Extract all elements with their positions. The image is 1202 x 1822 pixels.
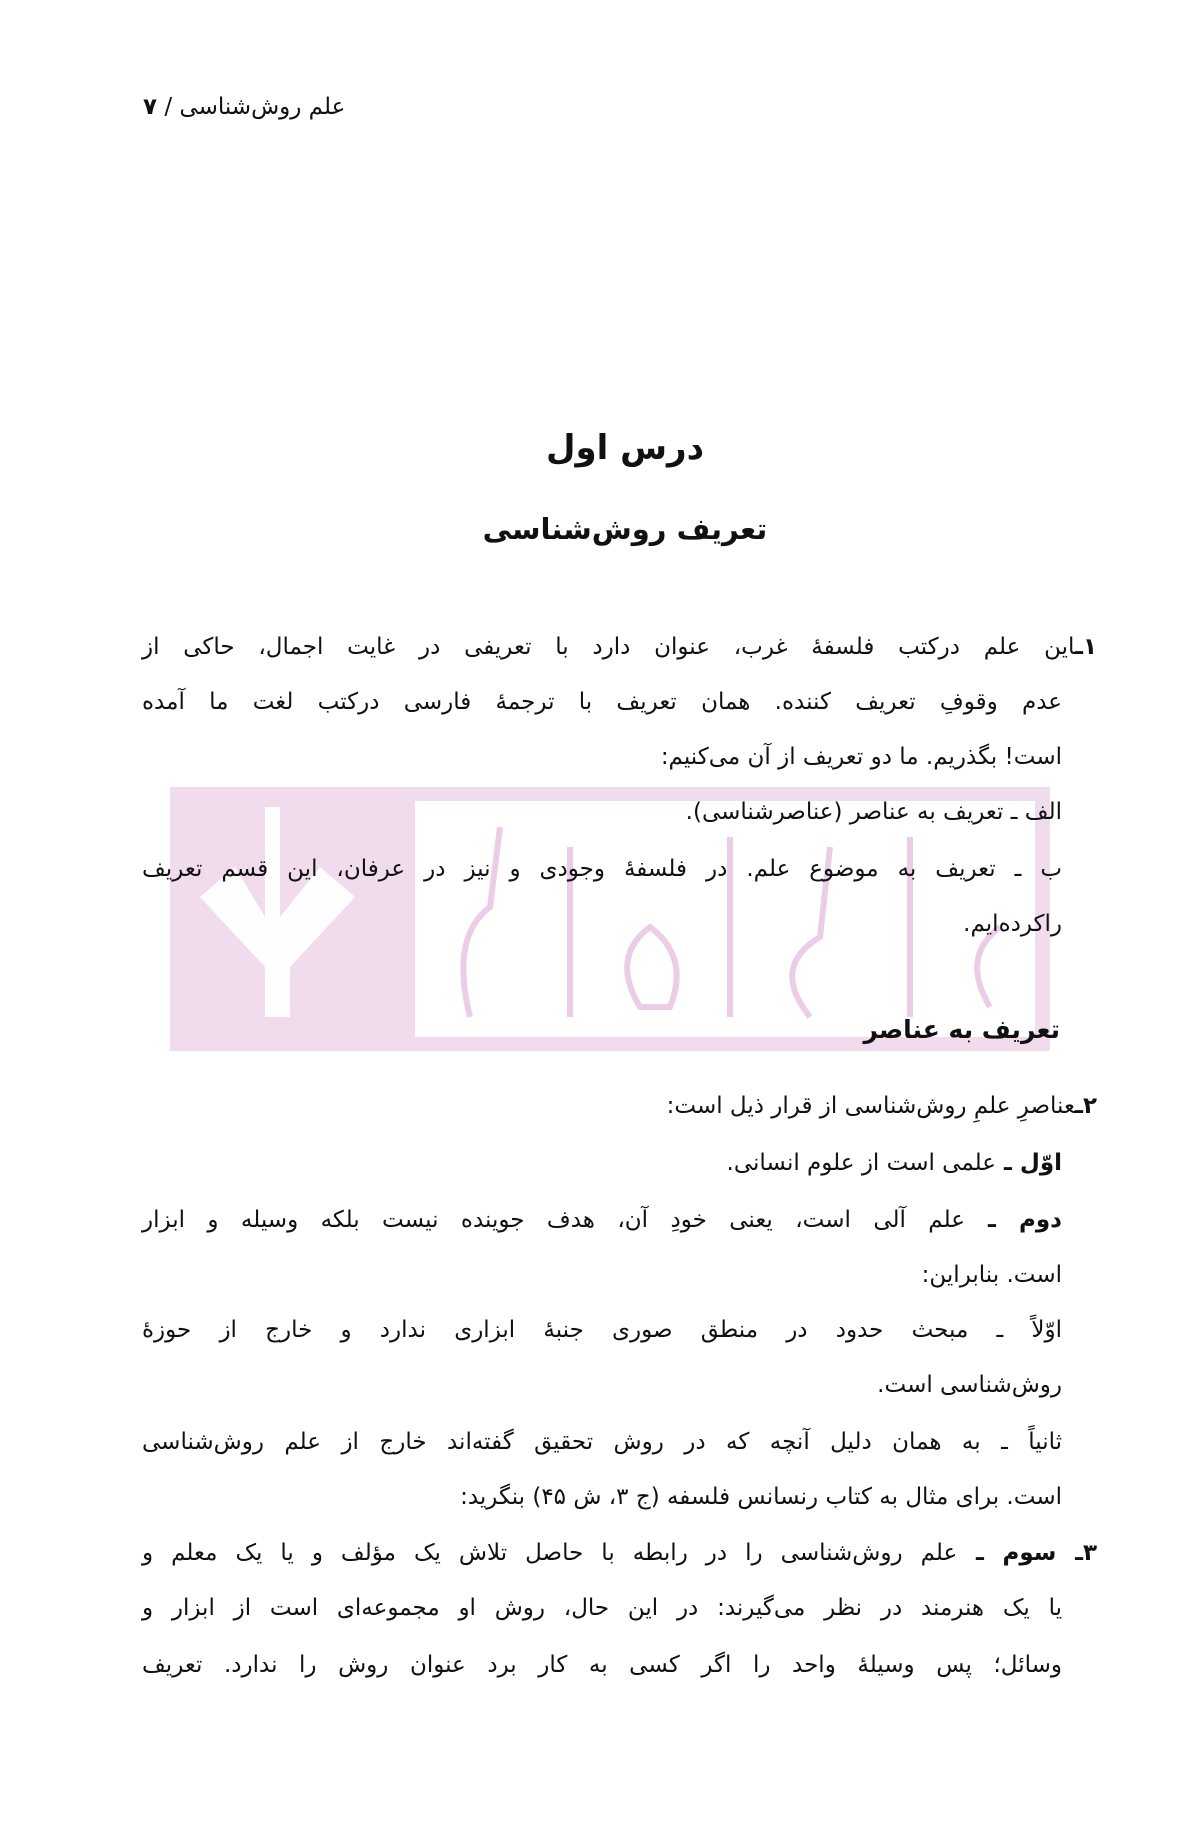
text-line [963,904,1062,944]
line-prefix: ۳ـ سوم ـ [957,1540,1097,1566]
line-text: وسائل؛ پس وسیلهٔ واحد را اگر کسی به کار برد عنوان روش را ندارد. تعریف [142,1652,1062,1678]
line-text: اوّلاً ـ مبحث حدود در منطق صوری جنبهٔ ابزاری ندارد و خارج از حوزهٔ [142,1317,1062,1343]
line-text: علمی است از علوم انسانی. [726,1150,996,1176]
text-line [142,1310,1062,1350]
line-text: یا یک هنرمند در نظر می‌گیرند: در این حال، روش او مجموعه‌ای است از ابزار و [142,1595,1062,1621]
line-text: علم روش‌شناسی را در رابطه با حاصل تلاش یک مؤلف و یا یک معلم و [142,1540,958,1566]
line-text: است. برای مثال به کتاب رنسانس فلسفه (ج ۳، ش ۴۵) بنگرید: [460,1484,1062,1510]
text-line [142,682,1062,722]
line-text: این علم درکتب فلسفهٔ غرب، عنوان دارد با تعریفی در غایت اجمال، حاکی از [142,634,1076,660]
text-line [142,1645,1062,1685]
line-text: ثانیاً ـ به همان دلیل آنچه که در روش تحقیق گفته‌اند خارج از علم روش‌شناسی [142,1429,1062,1455]
line-prefix: ۲ـ [1075,1093,1097,1119]
text-line [142,1588,1062,1628]
text-line [142,1533,1097,1573]
text-line [142,1200,1062,1240]
text-line [142,1422,1062,1462]
line-text: الف ـ تعریف به عناصر (عناصرشناسی). [685,799,1062,825]
line-text: است. بنابراین: [921,1262,1062,1288]
line-prefix: ۱ـ [1075,634,1097,660]
text-line [922,1255,1062,1295]
line-text: ب ـ تعریف به موضوع علم. در فلسفهٔ وجودی و نیز در عرفان، این قسم تعریف [142,856,1062,882]
text-line [142,849,1062,889]
text-line [727,1143,1062,1183]
text-line [460,1477,1062,1517]
lesson-title: درس اول [545,428,705,468]
text-line [661,737,1062,777]
line-prefix: دوم ـ [964,1207,1062,1233]
line-text: است! بگذریم. ما دو تعریف از آن می‌کنیم: [660,744,1062,770]
text-line [877,1365,1062,1405]
line-text: عدم وقوفِ تعریف کننده. همان تعریف با ترجمهٔ فارسی درکتب لغت ما آمده [142,689,1062,715]
line-text: علم آلی است، یعنی خودِ آن، هدف جوینده نیست بلکه وسیله و ابزار [142,1207,965,1233]
running-head [143,94,345,120]
text-line [667,1086,1097,1126]
line-text: راکرده‌ایم. [963,911,1062,937]
section-heading: تعریف به عناصر [863,1015,1060,1044]
line-text: روش‌شناسی است. [877,1372,1062,1398]
text-line [686,792,1062,832]
running-title: علم روش‌شناسی / [164,94,346,120]
page-number: ۷ [143,94,158,120]
line-text: عناصرِ علمِ روش‌شناسی از قرار ذیل است: [666,1093,1076,1119]
text-line [142,627,1097,667]
lesson-subtitle: تعریف روش‌شناسی [482,512,768,546]
line-prefix: اوّل ـ [995,1150,1062,1176]
